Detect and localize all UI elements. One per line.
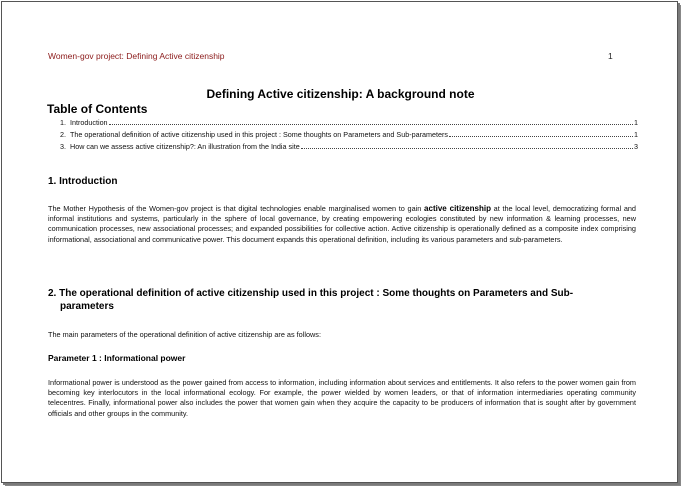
running-head: Women-gov project: Defining Active citizenship	[48, 51, 225, 61]
page-shadow-bottom	[5, 483, 681, 486]
toc-entry-number: 2.	[60, 130, 66, 139]
toc-entry-number: 3.	[60, 142, 66, 151]
document-title: Defining Active citizenship: A background note	[206, 87, 475, 101]
toc-leader-dots	[449, 130, 633, 137]
toc-leader-dots	[109, 118, 633, 125]
toc-entry-page: 1	[634, 118, 638, 127]
toc-entry-assessment[interactable]	[60, 142, 638, 151]
parameter-1-paragraph: Informational power is understood as the power gained from access to information, including information about services and entitlements. It also refers to the power women gain from becoming key interlocutors in the local informational ecology. For example, the power wielded by women leaders, or that of information intermediaries operating community telecentres. Finally, informational power also includes the power that women gain when they acquire the capacity to be producers of information that is sought after by government officials and other groups in the community.	[48, 378, 636, 418]
section-2-heading-line2: parameters	[60, 301, 114, 312]
toc-entry-text: Introduction	[70, 118, 108, 127]
section-1-heading: 1. Introduction	[48, 176, 118, 187]
toc-leader-dots	[301, 142, 633, 149]
bold-term-active-citizenship: active citizenship	[424, 204, 491, 213]
toc-entry-number: 1.	[60, 118, 66, 127]
toc-entry-text: The operational definition of active citizenship used in this project : Some thoughts on Parameters and Sub-parameters	[70, 130, 448, 139]
toc-entry-introduction[interactable]	[60, 118, 638, 127]
section-1-paragraph	[48, 204, 636, 245]
page-number: 1	[608, 51, 613, 61]
parameter-1-heading: Parameter 1 : Informational power	[48, 353, 186, 363]
section-2-heading	[48, 287, 608, 313]
page-shadow-right	[678, 5, 681, 485]
toc-heading: Table of Contents	[47, 102, 148, 116]
section-2-heading-line1: 2. The operational definition of active citizenship used in this project : Some thoughts on Parameters and Sub-	[48, 288, 574, 299]
toc-entry-operational-definition[interactable]	[60, 130, 638, 139]
toc-entry-page: 1	[634, 130, 638, 139]
toc-entry-page: 3	[634, 142, 638, 151]
toc-entry-text: How can we assess active citizenship?: An illustration from the India site	[70, 142, 300, 151]
document-page	[1, 1, 678, 483]
paragraph-text: The Mother Hypothesis of the Women-gov project is that digital technologies enable marginalised women to gain	[48, 204, 425, 213]
paragraph-text: at the local level, democratizing formal and informal institutions and systems, particularly in the sphere of local governance, by creating empowering ecologies constituted by new information & learning processes, new communication processes, new associational processes; and expanded possibilities for collective action. Active citizenship is operationally defined as a composite index comprising informational, associational and communicative power. This document expands this operational definition, including its various parameters and sub-parameters.	[48, 204, 636, 244]
section-2-intro: The main parameters of the operational definition of active citizenship are as follows:	[48, 330, 321, 339]
